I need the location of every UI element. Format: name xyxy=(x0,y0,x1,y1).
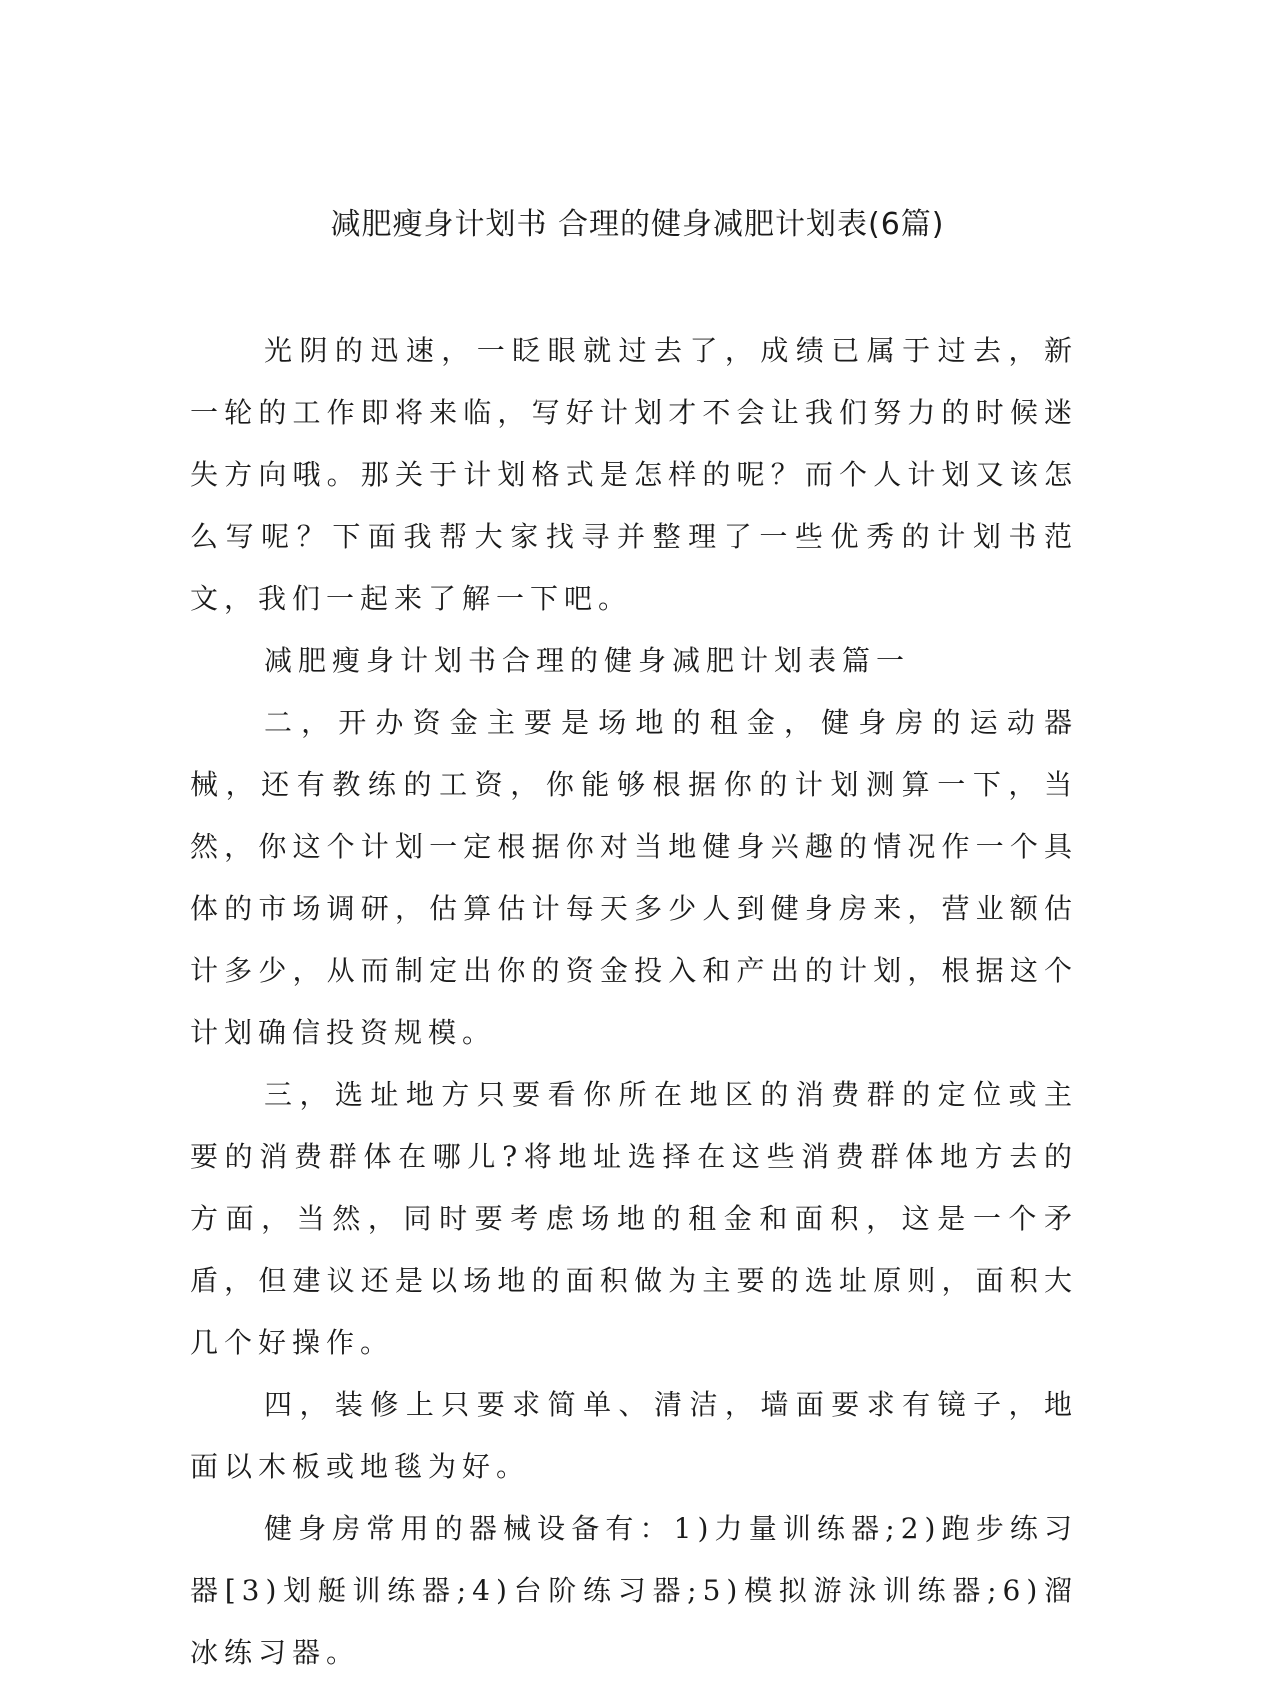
paragraph-location: 三，选址地方只要看你所在地区的消费群的定位或主要的消费群体在哪儿?将地址选择在这些消费群体地方去的方面，当然，同时要考虑场地的租金和面积，这是一个矛盾，但建议还是以场地的面积做为主要的选址原则，面积大几个好操作。 xyxy=(190,1078,1078,1359)
paragraph-decoration: 四，装修上只要求简单、清洁，墙面要求有镜子，地面以木板或地毯为好。 xyxy=(190,1388,1078,1483)
document-title: 减肥瘦身计划书 合理的健身减肥计划表(6篇) xyxy=(330,207,945,242)
paragraph-funding: 二，开办资金主要是场地的租金，健身房的运动器械，还有教练的工资，你能够根据你的计划测算一下，当然，你这个计划一定根据你对当地健身兴趣的情况作一个具体的市场调研，估算估计每天多少人到健身房来，营业额估计多少，从而制定出你的资金投入和产出的计划，根据这个计划确信投资规模。 xyxy=(190,706,1078,1049)
document-body xyxy=(190,320,1078,1684)
paragraph-intro: 光阴的迅速，一眨眼就过去了，成绩已属于过去，新一轮的工作即将来临，写好计划才不会让我们努力的时候迷失方向哦。那关于计划格式是怎样的呢？而个人计划又该怎么写呢？下面我帮大家找寻并整理了一些优秀的计划书范文，我们一起来了解一下吧。 xyxy=(190,334,1078,615)
paragraph-section-heading: 减肥瘦身计划书合理的健身减肥计划表篇一 xyxy=(264,644,911,677)
paragraph-equipment: 健身房常用的器械设备有：1)力量训练器;2)跑步练习器[3)划艇训练器;4)台阶练习器;5)模拟游泳训练器;6)溜冰练习器。 xyxy=(190,1512,1078,1669)
